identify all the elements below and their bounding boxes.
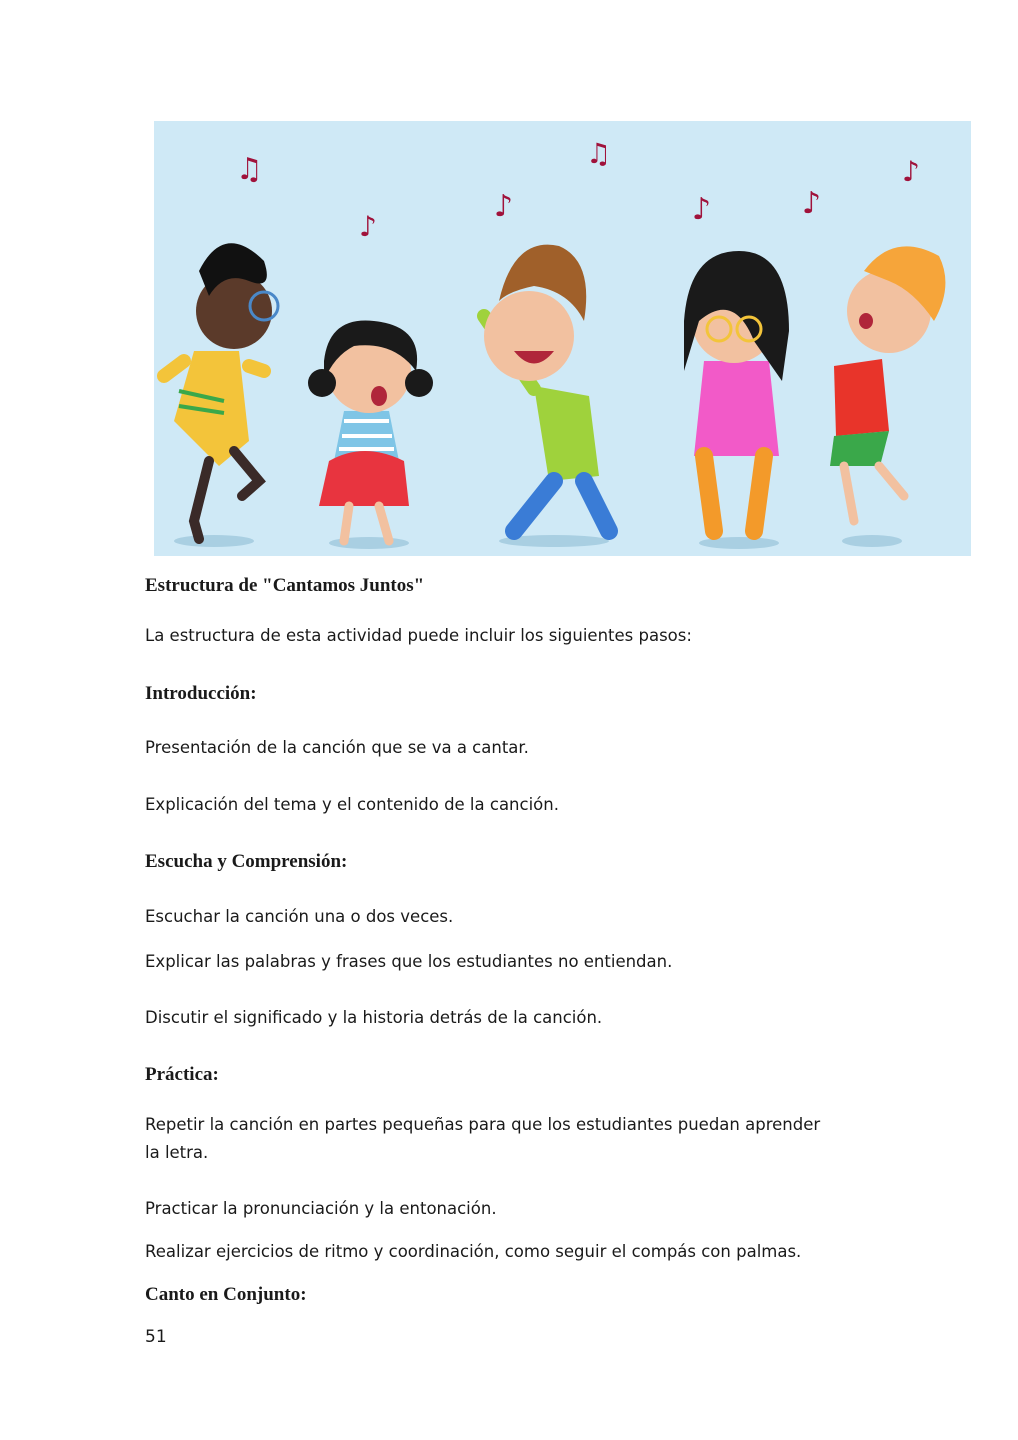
svg-text:♪: ♪ [902, 155, 920, 188]
section-escucha-item: Escuchar la canción una o dos veces. [145, 907, 454, 926]
section-practica-title: Práctica: [145, 1064, 219, 1085]
section-introduccion-item: Explicación del tema y el contenido de la canción. [145, 795, 559, 814]
section-practica-item: Repetir la canción en partes pequeñas para que los estudiantes puedan aprender la letra. [145, 1115, 821, 1162]
children-singing-illustration [154, 121, 971, 556]
svg-text:♪: ♪ [494, 189, 514, 224]
section-practica-item: Realizar ejercicios de ritmo y coordinación, como seguir el compás con palmas. [145, 1242, 802, 1261]
structure-heading: Estructura de "Cantamos Juntos" [145, 575, 425, 596]
section-practica-item: Practicar la pronunciación y la entonación. [145, 1199, 497, 1218]
intro-paragraph: La estructura de esta actividad puede incluir los siguientes pasos: [145, 626, 692, 645]
svg-text:♪: ♪ [359, 210, 377, 243]
section-introduccion-item: Presentación de la canción que se va a cantar. [145, 738, 529, 757]
svg-text:♫: ♫ [236, 152, 263, 187]
svg-text:♪: ♪ [802, 186, 822, 221]
svg-text:♫: ♫ [586, 137, 612, 170]
section-escucha-item: Explicar las palabras y frases que los estudiantes no entiendan. [145, 952, 673, 971]
section-introduccion-title: Introducción: [145, 683, 257, 704]
page-number: 51 [145, 1327, 167, 1347]
section-escucha-title: Escucha y Comprensión: [145, 851, 348, 872]
section-escucha-item: Discutir el significado y la historia detrás de la canción. [145, 1008, 603, 1027]
svg-text:♪: ♪ [692, 192, 712, 227]
section-canto-title: Canto en Conjunto: [145, 1284, 307, 1305]
